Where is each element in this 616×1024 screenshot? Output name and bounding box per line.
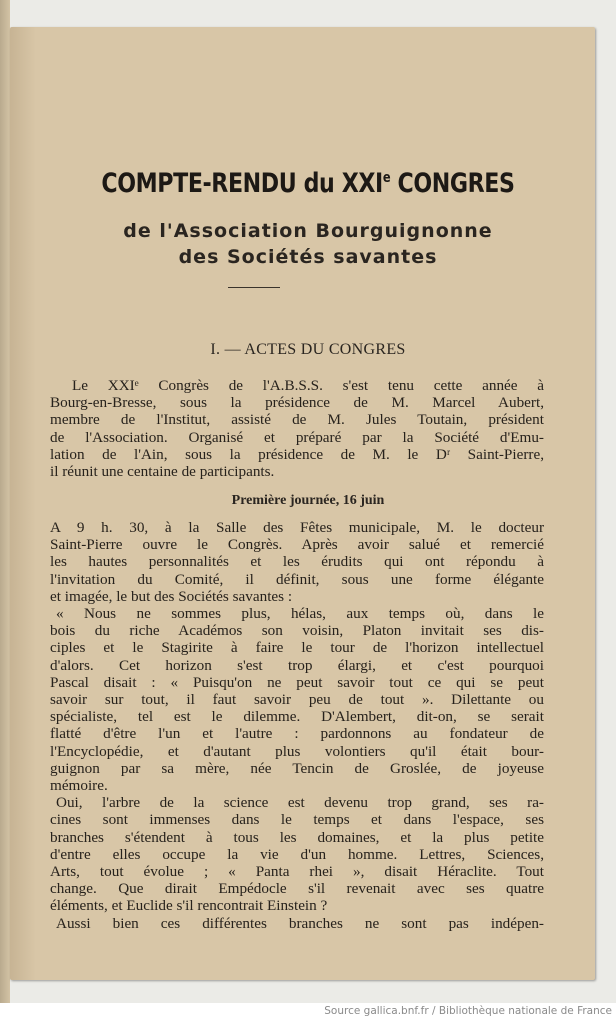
text-line: d'entre elles occupe la vie d'un homme. Lettres, Sciences, bbox=[50, 845, 544, 863]
text-line: branches s'étendent à tous les domaines, et la plus petite bbox=[50, 828, 544, 846]
text-line: A 9 h. 30, à la Salle des Fêtes municipale, M. le docteur bbox=[50, 519, 544, 536]
subtitle-line-1: de l'Association Bourguignonne bbox=[123, 220, 493, 242]
text-line: membre de l'Institut, assisté de M. Jules Toutain, président bbox=[50, 411, 544, 429]
text-line: et imagée, le but des Sociétés savantes : bbox=[50, 587, 293, 605]
paragraph-1 bbox=[50, 377, 544, 480]
text-line: spécialiste, tel est le dilemme. D'Alembert, dit-on, se serait bbox=[50, 708, 544, 726]
text-line: « Nous ne sommes plus, hélas, aux temps où, dans le bbox=[56, 605, 544, 623]
page-title bbox=[55, 168, 560, 199]
text-line: lation de l'Ain, sous la présidence de M. le Dʳ Saint-Pierre, bbox=[50, 445, 544, 463]
source-credit: Source gallica.bnf.fr / Bibliothèque nationale de France bbox=[324, 1005, 612, 1017]
text-line: Saint-Pierre ouvre le Congrès. Après avoir salué et remercié bbox=[50, 536, 544, 554]
text-line: mémoire. bbox=[50, 777, 108, 795]
title-main: COMPTE-RENDU du XXI bbox=[101, 168, 383, 199]
text-line: cines sont immenses dans le temps et dans l'espace, ses bbox=[50, 811, 544, 829]
subtitle-line-2: des Sociétés savantes bbox=[178, 246, 438, 268]
text-line: éléments, et Euclide s'il rencontrait Einstein ? bbox=[50, 897, 328, 915]
text-line: change. Que dirait Empédocle s'il revenait avec ses quatre bbox=[50, 880, 544, 898]
text-line: Aussi bien ces différentes branches ne sont pas indépen- bbox=[56, 914, 544, 932]
text-line: bois du riche Académos son voisin, Platon invitait ses dis- bbox=[50, 622, 544, 640]
paragraph-2 bbox=[50, 519, 544, 932]
text-line: ciples et le Stagirite à faire le tour de l'horizon intellectuel bbox=[50, 639, 544, 657]
section-heading: I. — ACTES DU CONGRES bbox=[210, 341, 406, 358]
text-line: flatté d'être l'un et l'autre : pardonnons au fondateur de bbox=[50, 725, 544, 743]
text-line: Le XXIᵉ Congrès de l'A.B.S.S. s'est tenu cette année à bbox=[72, 377, 544, 394]
text-line: Pascal disait : « Puisqu'on ne peut savoir tout ce qui se peut bbox=[50, 673, 544, 691]
text-line: Bourg-en-Bresse, sous la présidence de M. Marcel Aubert, bbox=[50, 394, 544, 412]
title-divider bbox=[228, 287, 280, 288]
subheading-first-day: Première journée, 16 juin bbox=[231, 493, 385, 508]
text-line: de l'Association. Organisé et préparé par la Société d'Emu- bbox=[50, 428, 544, 446]
text-line: l'invitation du Comité, il définit, sous une forme élégante bbox=[50, 570, 544, 588]
title-superscript: e bbox=[382, 170, 391, 186]
text-line: l'Encyclopédie, et d'autant plus volontiers qu'il était bour- bbox=[50, 742, 544, 760]
text-line: guignon par sa mère, née Tencin de Groslée, de joyeuse bbox=[50, 759, 544, 777]
text-line: Arts, tout évolue ; « Panta rhei », disait Héraclite. Tout bbox=[50, 863, 544, 881]
text-line: il réunit une centaine de participants. bbox=[50, 463, 275, 481]
title-end: CONGRES bbox=[390, 168, 515, 199]
text-line: les hautes personnalités et les érudits qui ont répondu à bbox=[50, 553, 544, 571]
text-line: savoir sur tout, il faut savoir peu de tout ». Dilettante ou bbox=[50, 691, 544, 709]
text-line: d'alors. Cet horizon s'est trop élargi, et c'est pourquoi bbox=[50, 656, 544, 674]
text-line: Oui, l'arbre de la science est devenu trop grand, ses ra- bbox=[56, 794, 544, 812]
